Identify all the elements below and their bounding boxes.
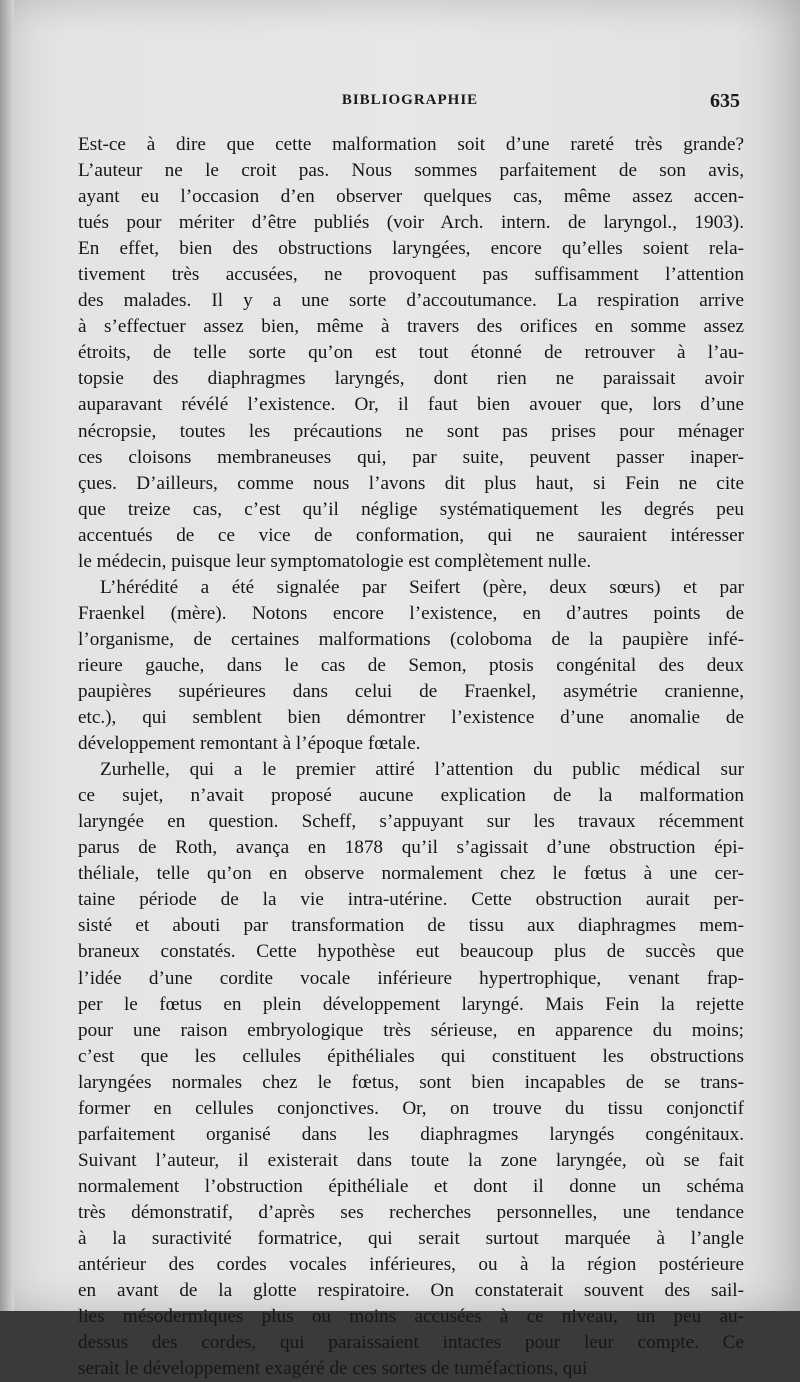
text-line: etc.), qui semblent bien démontrer l’existence d’une anomalie de (78, 707, 744, 729)
text-line: tivement très accusées, ne provoquent pas suffisamment l’attention (78, 264, 744, 286)
text-line: pour une raison embryologique très sérieuse, en apparence du moins; (78, 1019, 744, 1041)
text-line: Est-ce à dire que cette malformation soit d’une rareté très grande? (78, 134, 744, 155)
text-line: l’organisme, de certaines malformations (coloboma de la paupière infé- (78, 628, 744, 650)
text-line: en avant de la glotte respiratoire. On constaterait souvent des sail- (78, 1280, 744, 1302)
text-line: per le fœtus en plein développement laryngé. Mais Fein la rejette (78, 993, 744, 1015)
paragraph (78, 575, 744, 757)
paragraph (78, 757, 744, 1382)
text-line: sisté et abouti par transformation de tissu aux diaphragmes mem- (78, 915, 744, 937)
page-header (80, 92, 740, 120)
text-line: topsie des diaphragmes laryngés, dont rien ne paraissait avoir (78, 368, 744, 390)
text-line: Fraenkel (mère). Notons encore l’existence, en d’autres points de (78, 602, 744, 624)
text-line: le médecin, puisque leur symptomatologie est complètement nulle. (78, 550, 592, 572)
text-line: très démonstratif, d’après ses recherches personnelles, une tendance (78, 1201, 744, 1223)
page-number: 635 (710, 90, 740, 112)
text-line: L’auteur ne le croit pas. Nous sommes parfaitement de son avis, (78, 160, 744, 182)
text-line: ce sujet, n’avait proposé aucune explication de la malformation (78, 785, 744, 807)
paragraph (78, 132, 744, 575)
text-line: En effet, bien des obstructions laryngées, encore qu’elles soient rela- (78, 238, 744, 260)
text-line: que treize cas, c’est qu’il néglige systématiquement les degrés peu (78, 498, 744, 520)
text-line: normalement l’obstruction épithéliale et dont il donne un schéma (78, 1175, 744, 1197)
text-line: serait le développement exagéré de ces sortes de tuméfactions, qui (78, 1358, 588, 1380)
text-line: braneux constatés. Cette hypothèse eut beaucoup plus de succès que (78, 941, 744, 963)
text-line: des malades. Il y a une sorte d’accoutumance. La respiration arrive (78, 290, 744, 312)
text-line: à la suractivité formatrice, qui serait surtout marquée à l’angle (78, 1227, 744, 1249)
body-text (78, 132, 744, 1382)
text-line: accentués de ce vice de conformation, qui ne sauraient intéresser (78, 524, 744, 546)
text-line: nécropsie, toutes les précautions ne sont pas prises pour ménager (78, 420, 744, 442)
text-line: étroits, de telle sorte qu’on est tout étonné de retrouver à l’au- (78, 342, 744, 364)
text-line: parfaitement organisé dans les diaphragmes laryngés congénitaux. (78, 1123, 744, 1145)
text-line: l’idée d’une cordite vocale inférieure hypertrophique, venant frap- (78, 967, 744, 989)
text-line: tués pour mériter d’être publiés (voir Arch. intern. de laryngol., 1903). (78, 212, 744, 234)
text-line: Zurhelle, qui a le premier attiré l’attention du public médical sur (100, 759, 744, 781)
text-line: théliale, telle qu’on en observe normalement chez le fœtus à une cer- (78, 863, 744, 885)
text-line: antérieur des cordes vocales inférieures, ou à la région postérieure (78, 1254, 744, 1276)
text-line: lies mésodermiques plus ou moins accusées à ce niveau, un peu au- (78, 1306, 744, 1328)
text-line: auparavant révélé l’existence. Or, il faut bien avouer que, lors d’une (78, 394, 744, 416)
text-line: ces cloisons membraneuses qui, par suite, peuvent passer inaper- (78, 446, 744, 468)
text-line: laryngées normales chez le fœtus, sont bien incapables de se trans- (78, 1071, 744, 1093)
text-line: développement remontant à l’époque fœtale. (78, 733, 421, 755)
text-line: laryngée en question. Scheff, s’appuyant sur les travaux récemment (78, 811, 744, 833)
text-line: ayant eu l’occasion d’en observer quelques cas, même assez accen- (78, 186, 744, 208)
text-line: à s’effectuer assez bien, même à travers des orifices en somme assez (78, 316, 744, 338)
text-line: c’est que les cellules épithéliales qui constituent les obstructions (78, 1045, 744, 1067)
text-line: rieure gauche, dans le cas de Semon, ptosis congénital des deux (78, 654, 744, 676)
text-line: L’hérédité a été signalée par Seifert (père, deux sœurs) et par (100, 576, 744, 598)
text-line: çues. D’ailleurs, comme nous l’avons dit plus haut, si Fein ne cite (78, 472, 744, 494)
binding-gutter (0, 0, 14, 1311)
text-line: paupières supérieures dans celui de Fraenkel, asymétrie cranienne, (78, 680, 744, 702)
text-line: taine période de la vie intra-utérine. Cette obstruction aurait per- (78, 889, 744, 911)
text-line: dessus des cordes, qui paraissaient intactes pour leur compte. Ce (78, 1332, 744, 1354)
text-line: Suivant l’auteur, il existerait dans toute la zone laryngée, où se fait (78, 1149, 744, 1171)
text-line: former en cellules conjonctives. Or, on trouve du tissu conjonctif (78, 1097, 744, 1119)
running-title: BIBLIOGRAPHIE (341, 92, 479, 108)
text-line: parus de Roth, avança en 1878 qu’il s’agissait d’une obstruction épi- (78, 837, 744, 859)
